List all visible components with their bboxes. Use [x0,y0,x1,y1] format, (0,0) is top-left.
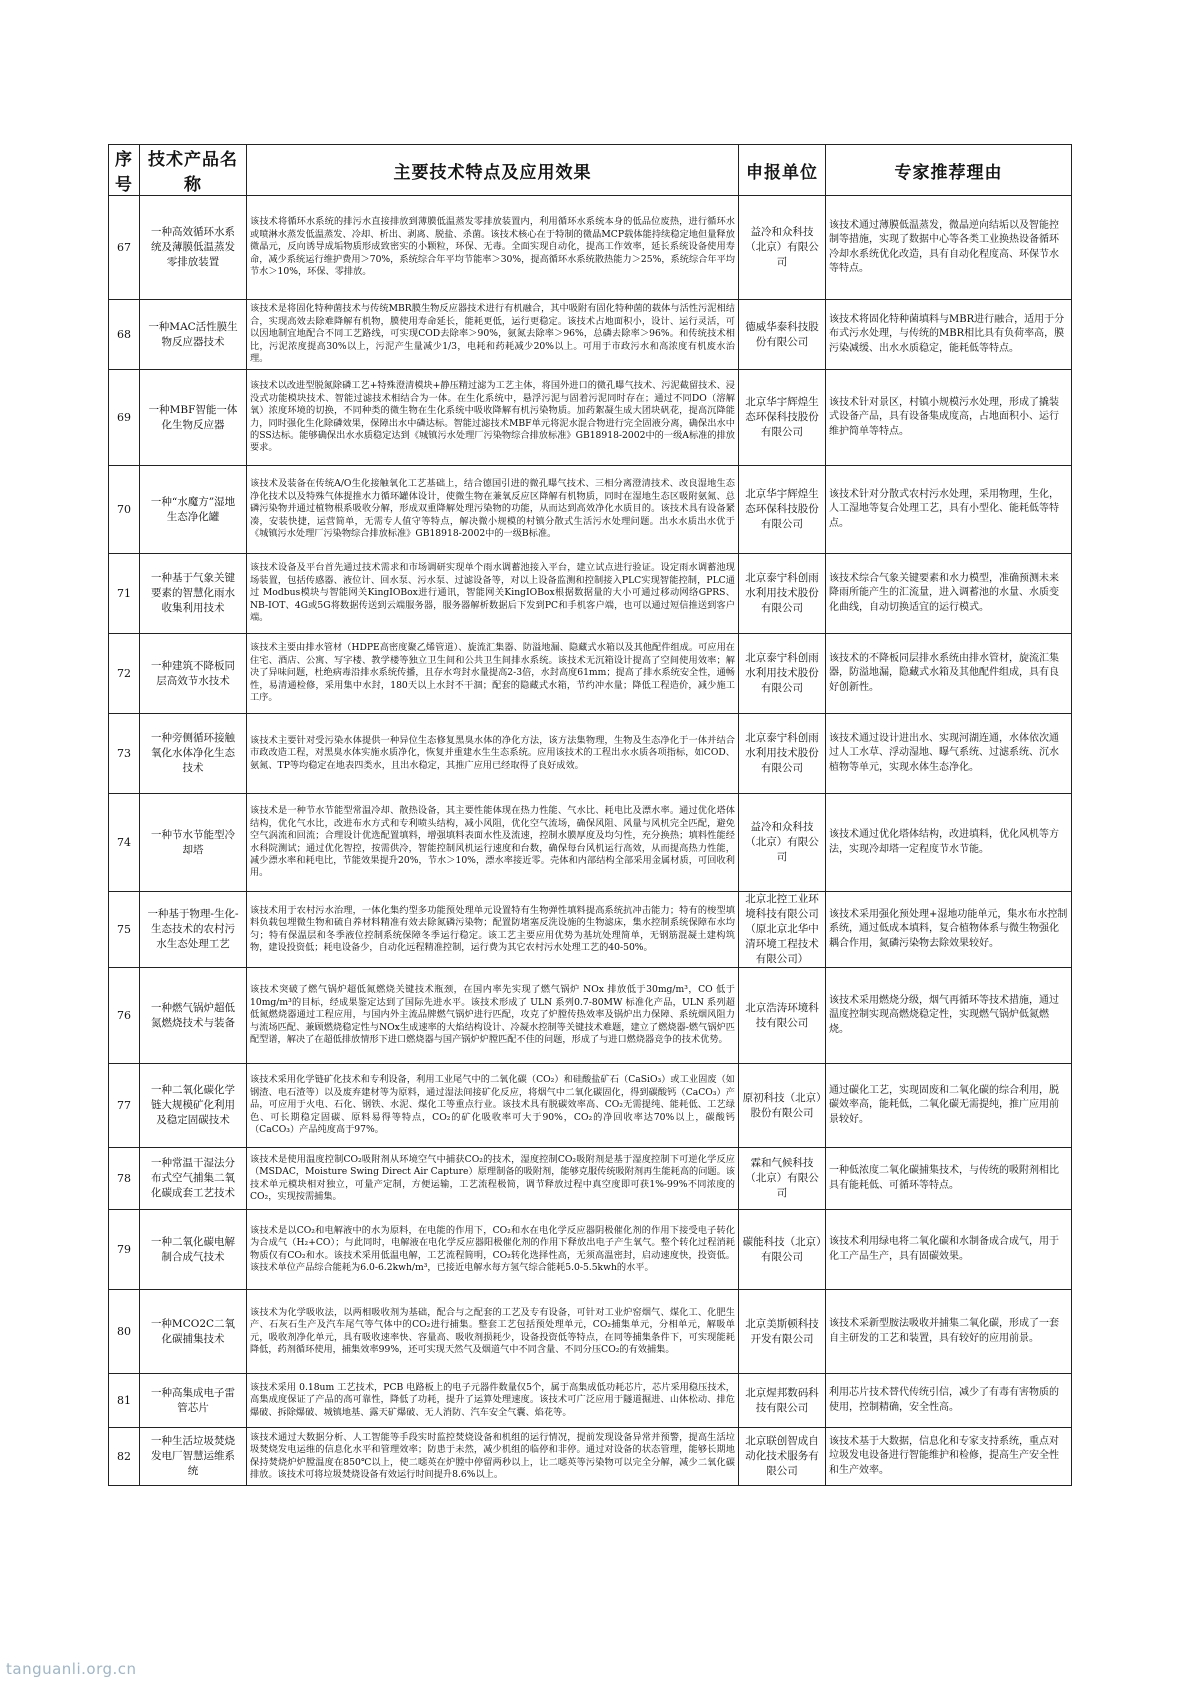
product-name-cell: 一种二氧化碳化学链大规模矿化利用及稳定固碳技术 [140,1064,247,1148]
product-name-cell: 一种高效循环水系统及薄膜低温蒸发零排放装置 [140,196,247,300]
product-name-cell: 一种基于气象关键要素的智慧化雨水收集利用技术 [140,554,247,634]
table-row [109,1210,1072,1290]
serial-number-cell: 72 [109,634,140,714]
table-row [109,794,1072,892]
feature-description-cell: 该技术设备及平台首先通过技术需求和市场调研实现单个雨水调蓄池接入平台，建立试点进行验证。设定雨水调蓄池现场装置，包括传感器、液位计、回水泵、污水泵、过滤设备等，对以上设备监测和控制接入PLC实现智能控制，PLC通过 Modbus模块与智能网关KingIOBox进行通讯，智能网关KingIOBox根据数据量的大小可通过移动网络GPRS、NB-IOT、4G或5G将数据传送到云端服务器，服务器解析数据后下发到PC和手机客户端，也可以通过短信推送到客户端。 [247,554,739,634]
watermark-text: tanguanli.org.cn [6,1660,137,1678]
table-row [109,370,1072,466]
applicant-cell: 益冷和众科技（北京）有限公司 [739,794,826,892]
feature-description-cell: 该技术采用 0.18um 工艺技术，PCB 电路板上的电子元器件数量仅5个，属于高集成低功耗芯片，芯片采用稳压技术，高集成度保证了产品的高可靠性，降低了功耗，提升了运算处理速度。该技术可广泛应用于隧道掘进、山体松动、排危爆破、拆除爆破、城镇地基、露天矿爆破、无人消防、汽车安全气囊、焰花等。 [247,1374,739,1428]
applicant-cell: 德威华泰科技股份有限公司 [739,300,826,370]
expert-reason-cell: 该技术采用燃烧分级，烟气再循环等技术措施，通过温度控制实现高燃烧稳定性，实现燃气锅炉低氮燃烧。 [826,968,1072,1064]
serial-number-cell: 76 [109,968,140,1064]
serial-number-cell: 71 [109,554,140,634]
product-name-cell: 一种MBF智能一体化生物反应器 [140,370,247,466]
table-row [109,968,1072,1064]
applicant-cell: 北京北控工业环境科技有限公司（原北京北华中清环境工程技术有限公司） [739,892,826,968]
serial-number-cell: 73 [109,714,140,794]
table-row [109,1290,1072,1374]
applicant-cell: 北京泰宁科创雨水利用技术股份有限公司 [739,634,826,714]
product-name-cell: 一种“水魔方”湿地生态净化罐 [140,466,247,554]
table-row [109,714,1072,794]
technology-table [108,144,1072,1486]
product-name-cell: 一种建筑不降板同层高效节水技术 [140,634,247,714]
serial-number-cell: 79 [109,1210,140,1290]
expert-reason-cell: 该技术利用绿电将二氧化碳和水制备成合成气，用于化工产品生产，具有固碳效果。 [826,1210,1072,1290]
feature-description-cell: 该技术是以CO₂和电解液中的水为原料，在电能的作用下，CO₂和水在电化学反应器阴极催化剂的作用下接受电子转化为合成气（H₂+CO）；与此同时，电解液在电化学反应器阳极催化剂的作用下释放出电子产生氧气。整个转化过程消耗物质仅有CO₂和水。该技术采用低温电解，工艺流程简明，CO₂转化选择性高，无须高温密封，启动速度快，投资低。该技术单位产品综合能耗为6.0-6.2kwh/m³，已接近电解水每方氢气综合能耗5.0-5.5kwh的水平。 [247,1210,739,1290]
feature-description-cell: 该技术是一种节水节能型常温冷却、散热设备，其主要性能体现在热力性能、气水比、耗电比及漂水率。通过优化塔体结构，优化气水比，改进布水方式和专利喷头结构，减小风阻，优化空气流场，确保风阻、风量与风机完全匹配，避免空气涡流和回流；合理设计优选配置填料，增强填料表面水性及流速，控制水膜厚度及均匀性，充分换热；填料性能经水科院测试；通过优化智控，按需供冷，智能控制风机运行速度和台数，确保每台风机运行高效，从而提高热力性能，减少漂水率和耗电比，节能效果提升20%，节水＞10%，漂水率接近零。壳体和内部结构全部采用金属材质，可回收利用。 [247,794,739,892]
expert-reason-cell: 该技术采用强化预处理+湿地功能单元，集水布水控制系统，通过低成本填料，复合植物体系与微生物强化耦合作用，氮磷污染物去除效果较好。 [826,892,1072,968]
applicant-cell: 北京华宇辉煌生态环保科技股份有限公司 [739,370,826,466]
expert-reason-cell: 该技术综合气象关键要素和水力模型，准确预测未来降雨所能产生的汇流量，进入调蓄池的水量、水质变化曲线，自动切换适宜的运行模式。 [826,554,1072,634]
expert-reason-cell: 该技术通过设计进出水、实现河湖连通，水体依次通过人工水草、浮动湿地、曝气系统、过滤系统、沉水植物等单元，实现水体生态净化。 [826,714,1072,794]
table-row [109,466,1072,554]
applicant-cell: 益冷和众科技（北京）有限公司 [739,196,826,300]
feature-description-cell: 该技术及装备在传统A/O生化接触氧化工艺基础上，结合德国引进的微孔曝气技术、三相分离澄清技术、改良湿地生态净化技术以及特殊气体提推水力循环罐体设计，使微生物在兼氧反应区降解有机物质，同时在湿地生态区吸附氨氮、总磷污染物并通过植物根系吸收分解，形成双重降解处理污染物的功能，从而达到高效净化水质目的。该技术具有设备紧凑，安装快捷，运营简单，无需专人值守等特点，解决微小规模的村镇分散式生活污水处理问题。出水水质出水优于《城镇污水处理厂污染物综合排放标准》GB18918-2002中的一级B标准。 [247,466,739,554]
expert-reason-cell: 该技术采新型胺法吸收并捕集二氧化碳，形成了一套自主研发的工艺和装置，具有较好的应用前景。 [826,1290,1072,1374]
header-product-name: 技术产品名称 [140,145,247,196]
header-serial: 序号 [109,145,140,196]
serial-number-cell: 69 [109,370,140,466]
product-name-cell: 一种旁侧循环接触氧化水体净化生态技术 [140,714,247,794]
serial-number-cell: 74 [109,794,140,892]
feature-description-cell: 该技术突破了燃气锅炉超低氮燃烧关键技术瓶颈，在国内率先实现了燃气锅炉 NOx 排放低于30mg/m³，CO 低于 10mg/m³的目标，经成果鉴定达到了国际先进水平。该技术形成了 ULN 系列0.7-80MW 标准化产品，ULN 系列超低氮燃烧器通过工程应用，与国内外主流品牌燃气锅炉进行匹配，攻克了炉膛传热效率及锅炉出力保障、系统烟风阻力与流场匹配、兼顾燃烧稳定性与NOx生成速率的大焰结构设计、冷凝水控制等关键技术难题，建立了燃烧器-燃气锅炉匹配型谱，解决了在超低排放情形下进口燃烧器与国产锅炉炉膛匹配不佳的问题，形成了与进口燃烧器竞争的技术优势。 [247,968,739,1064]
serial-number-cell: 68 [109,300,140,370]
feature-description-cell: 该技术采用化学链矿化技术和专利设备，利用工业尾气中的二氧化碳（CO₂）和硅酸盐矿石（CaSiO₃）或工业固废（如钢渣、电石渣等）以及废弃建材等为原料，通过湿法间接矿化反应，将烟气中二氧化碳固化，得到碳酸钙（CaCO₃）产品，可应用于火电、石化、钢铁、水泥、煤化工等重点行业。该技术具有脱碳效率高、CO₂无需提纯、能耗低、工艺绿色、可长期稳定固碳、原料易得等特点，CO₂的矿化吸收率可大于90%，CO₂的净回收率达70%以上，碳酸钙（CaCO₃）产品纯度高于97%。 [247,1064,739,1148]
serial-number-cell: 77 [109,1064,140,1148]
applicant-cell: 原初科技（北京）股份有限公司 [739,1064,826,1148]
expert-reason-cell: 该技术将固化特种菌填料与MBR进行融合，适用于分布式污水处理，与传统的MBR相比具有负荷率高，膜污染减缓、出水水质稳定，能耗低等特点。 [826,300,1072,370]
applicant-cell: 北京浩涛环境科技有限公司 [739,968,826,1064]
expert-reason-cell: 该技术针对景区，村镇小规模污水处理，形成了撬装式设备产品，具有设备集成度高，占地面积小、运行维护简单等特点。 [826,370,1072,466]
table-row [109,892,1072,968]
applicant-cell: 北京美斯顿科技开发有限公司 [739,1290,826,1374]
product-name-cell: 一种常温干湿法分布式空气捕集二氧化碳成套工艺技术 [140,1148,247,1210]
expert-reason-cell: 一种低浓度二氧化碳捕集技术，与传统的吸附剂相比具有能耗低、可循环等特点。 [826,1148,1072,1210]
table-row [109,1148,1072,1210]
feature-description-cell: 该技术以改进型脱氮除磷工艺+特殊澄清模块+静压精过滤为工艺主体，将国外进口的微孔曝气技术、污泥截留技术、浸没式功能模块技术、智能过滤技术相结合为一体。在生化系统中，悬浮污泥与固着污泥同时存在；通过不同DO（溶解氧）浓度环境的切换，不同种类的微生物在生化系统中吸收降解有机污染物质。加药絮凝生成大团块矾花，提高沉降能力，同时强化生化除磷效果，保障出水中磷达标。智能过滤技术MBF单元将泥水混合物进行完全固液分离，确保出水中的SS达标。能够确保出水水质稳定达到《城镇污水处理厂污染物综合排放标准》GB18918-2002中的一级A标准的排放要求。 [247,370,739,466]
table-row [109,634,1072,714]
table-row [109,300,1072,370]
table-row [109,1064,1072,1148]
expert-reason-cell: 该技术的不降板同层排水系统由排水管材，旋流汇集器，防溢地漏，隐藏式水箱及其他配件组成，具有良好创新性。 [826,634,1072,714]
feature-description-cell: 该技术用于农村污水治理，一体化集约型多功能预处理单元设置特有生物弹性填料提高系统抗冲击能力；特有的梭型填料负载包埋微生物和硫自养材料精准有效去除氮磷污染物；配置防堵塞反洗设施的生物滤床，集水控制系统保障布水均匀；特有保温层和冬季液位控制系统保障冬季运行稳定。该工艺主要应用优势为基坑处理简单，无钢筋混凝土建构筑物，建设投资低；耗电设备少，自动化远程精准控制，运行费为其它农村污水处理工艺的40-50%。 [247,892,739,968]
applicant-cell: 北京煋邦数码科技有限公司 [739,1374,826,1428]
expert-reason-cell: 利用芯片技术替代传统引信，减少了有毒有害物质的使用，控制精确，安全性高。 [826,1374,1072,1428]
expert-reason-cell: 该技术针对分散式农村污水处理，采用物理，生化，人工湿地等复合处理工艺，具有小型化、能耗低等特点。 [826,466,1072,554]
feature-description-cell: 该技术通过大数据分析、人工智能等手段实时监控焚烧设备和机组的运行情况，提前发现设备异常并预警，提高生活垃圾焚烧发电运维的信息化水平和管理效率；防患于未然，减少机组的临停和非停。通过对设备的状态管理，能够长期地保持焚烧炉炉膛温度在850℃以上，使二噁英在炉膛中停留两秒以上，让二噁英等污染物可以完全分解，减少二氧化碳排放。该技术可将垃圾焚烧设备有效运行时间提升8.6%以上。 [247,1428,739,1486]
expert-reason-cell: 该技术通过薄膜低温蒸发，微晶逆向结垢以及智能控制等措施，实现了数据中心等各类工业换热设备循环冷却水系统优化改造，具有自动化程度高、环保节水等特点。 [826,196,1072,300]
feature-description-cell: 该技术主要针对受污染水体提供一种异位生态修复黑臭水体的净化方法，该方法集物理，生物及生态净化于一体并结合市政改造工程，对黑臭水体实施水质净化，恢复并重建水生生态系统。应用该技术的工程出水水质各项指标，如COD、氨氮、TP等均稳定在地表四类水，且出水稳定，其推广应用已经取得了良好成效。 [247,714,739,794]
feature-description-cell: 该技术是将固化特种菌技术与传统MBR膜生物反应器技术进行有机融合，其中吸附有固化特种菌的载体与活性污泥相结合，实现高效去除难降解有机物，膜使用寿命延长，能耗更低，运行更稳定。该技术占地面积小，设计、运行灵活，可以因地制宜地配合不同工艺路线，可实现COD去除率＞90%，氨氮去除率＞96%，总磷去除率＞96%。和传统技术相比，污泥浓度提高30%以上，污泥产生量减少1/3，电耗和药耗减少20%以上。可用于市政污水和高浓度有机废水治理。 [247,300,739,370]
table-header-row [109,145,1072,196]
table-row [109,196,1072,300]
product-name-cell: 一种二氧化碳电解制合成气技术 [140,1210,247,1290]
expert-reason-cell: 通过碳化工艺，实现固废和二氧化碳的综合利用，脱碳效率高，能耗低，二氧化碳无需提纯，推广应用前景较好。 [826,1064,1072,1148]
feature-description-cell: 该技术将循环水系统的排污水直接排放到薄膜低温蒸发零排放装置内，利用循环水系统本身的低品位废热，进行循环水或喷淋水蒸发低温蒸发、冷却、析出、剥离、脱盐、杀菌。该技术核心在于特制的微晶MCP载体能持续稳定地但量释放微晶元，反向诱导成垢物质形成致密实的小颗粒，环保、无毒。全面实现自动化，提高工作效率，延长系统设备使用寿命，减少系统运行维护费用＞70%，系统综合年平均节能率＞30%，提高循环水系统散热能力＞25%，系统综合年平均节水＞10%，环保、零排放。 [247,196,739,300]
table-row [109,1428,1072,1486]
serial-number-cell: 70 [109,466,140,554]
serial-number-cell: 81 [109,1374,140,1428]
product-name-cell: 一种燃气锅炉超低氮燃烧技术与装备 [140,968,247,1064]
product-name-cell: 一种高集成电子雷管芯片 [140,1374,247,1428]
product-name-cell: 一种基于物理-生化-生态技术的农村污水生态处理工艺 [140,892,247,968]
table-row [109,554,1072,634]
serial-number-cell: 80 [109,1290,140,1374]
table-row [109,1374,1072,1428]
serial-number-cell: 75 [109,892,140,968]
header-features: 主要技术特点及应用效果 [247,145,739,196]
product-name-cell: 一种节水节能型冷却塔 [140,794,247,892]
applicant-cell: 霖和气候科技（北京）有限公司 [739,1148,826,1210]
applicant-cell: 北京联创智成自动化技术服务有限公司 [739,1428,826,1486]
applicant-cell: 北京泰宁科创雨水利用技术股份有限公司 [739,554,826,634]
serial-number-cell: 67 [109,196,140,300]
document-sheet [108,144,1071,1486]
expert-reason-cell: 该技术通过优化塔体结构，改进填料，优化风机等方法，实现冷却塔一定程度节水节能。 [826,794,1072,892]
header-expert-reason: 专家推荐理由 [826,145,1072,196]
serial-number-cell: 78 [109,1148,140,1210]
header-applicant: 申报单位 [739,145,826,196]
table-body [109,196,1072,1486]
product-name-cell: 一种生活垃圾焚烧发电厂智慧运维系统 [140,1428,247,1486]
product-name-cell: 一种MAC活性膜生物反应器技术 [140,300,247,370]
serial-number-cell: 82 [109,1428,140,1486]
product-name-cell: 一种MCO2C二氧化碳捕集技术 [140,1290,247,1374]
applicant-cell: 碳能科技（北京）有限公司 [739,1210,826,1290]
feature-description-cell: 该技术主要由排水管材（HDPE高密度聚乙烯管道）、旋流汇集器、防溢地漏、隐藏式水箱以及其他配件组成。可应用在住宅、酒店、公寓、写字楼、教学楼等独立卫生间和公共卫生间排水系统。该技术无沉箱设计提高了空间使用效率；解决了异味问题，杜绝病毒沿排水系统传播，且存水弯封水量提高2-3倍，水封高度61mm；提高了排水系统安全性，通畅性，易清通检修，采用集中水封，180天以上水封不干涸；配套的隐藏式水箱，节约冲水量；降低工程造价，减少施工工序。 [247,634,739,714]
applicant-cell: 北京泰宁科创雨水利用技术股份有限公司 [739,714,826,794]
feature-description-cell: 该技术是使用温度控制CO₂吸附剂从环境空气中捕获CO₂的技术，湿度控制CO₂吸附剂是基于湿度控制下可逆化学反应（MSDAC，Moisture Swing Direct Air Capture）原理制备的吸附剂，能够克服传统吸附剂再生能耗高的问题。该技术单元模块相对独立，可量产定制，方便运输，工艺流程极简，调节释放过程中真空度即可获1%-99%不同浓度的CO₂，实现按需捕集。 [247,1148,739,1210]
feature-description-cell: 该技术为化学吸收法，以两相吸收剂为基础，配合与之配套的工艺及专有设备，可针对工业炉窑烟气、煤化工、化肥生产、石灰石生产及汽车尾气等气体中的CO₂进行捕集。整套工艺包括预处理单元，CO₂捕集单元，分相单元，解吸单元，吸收剂净化单元，具有吸收速率快、容量高、吸收剂损耗少，设备投资低等特点，在同等捕集条件下，可实现能耗降低，药剂循环使用，捕集效率99%，还可实现天然气及烟道气中不同含量、不同分压CO₂的有效捕集。 [247,1290,739,1374]
applicant-cell: 北京华宇辉煌生态环保科技股份有限公司 [739,466,826,554]
expert-reason-cell: 该技术基于大数据，信息化和专家支持系统，重点对垃圾发电设备进行智能维护和检修，提高生产安全性和生产效率。 [826,1428,1072,1486]
